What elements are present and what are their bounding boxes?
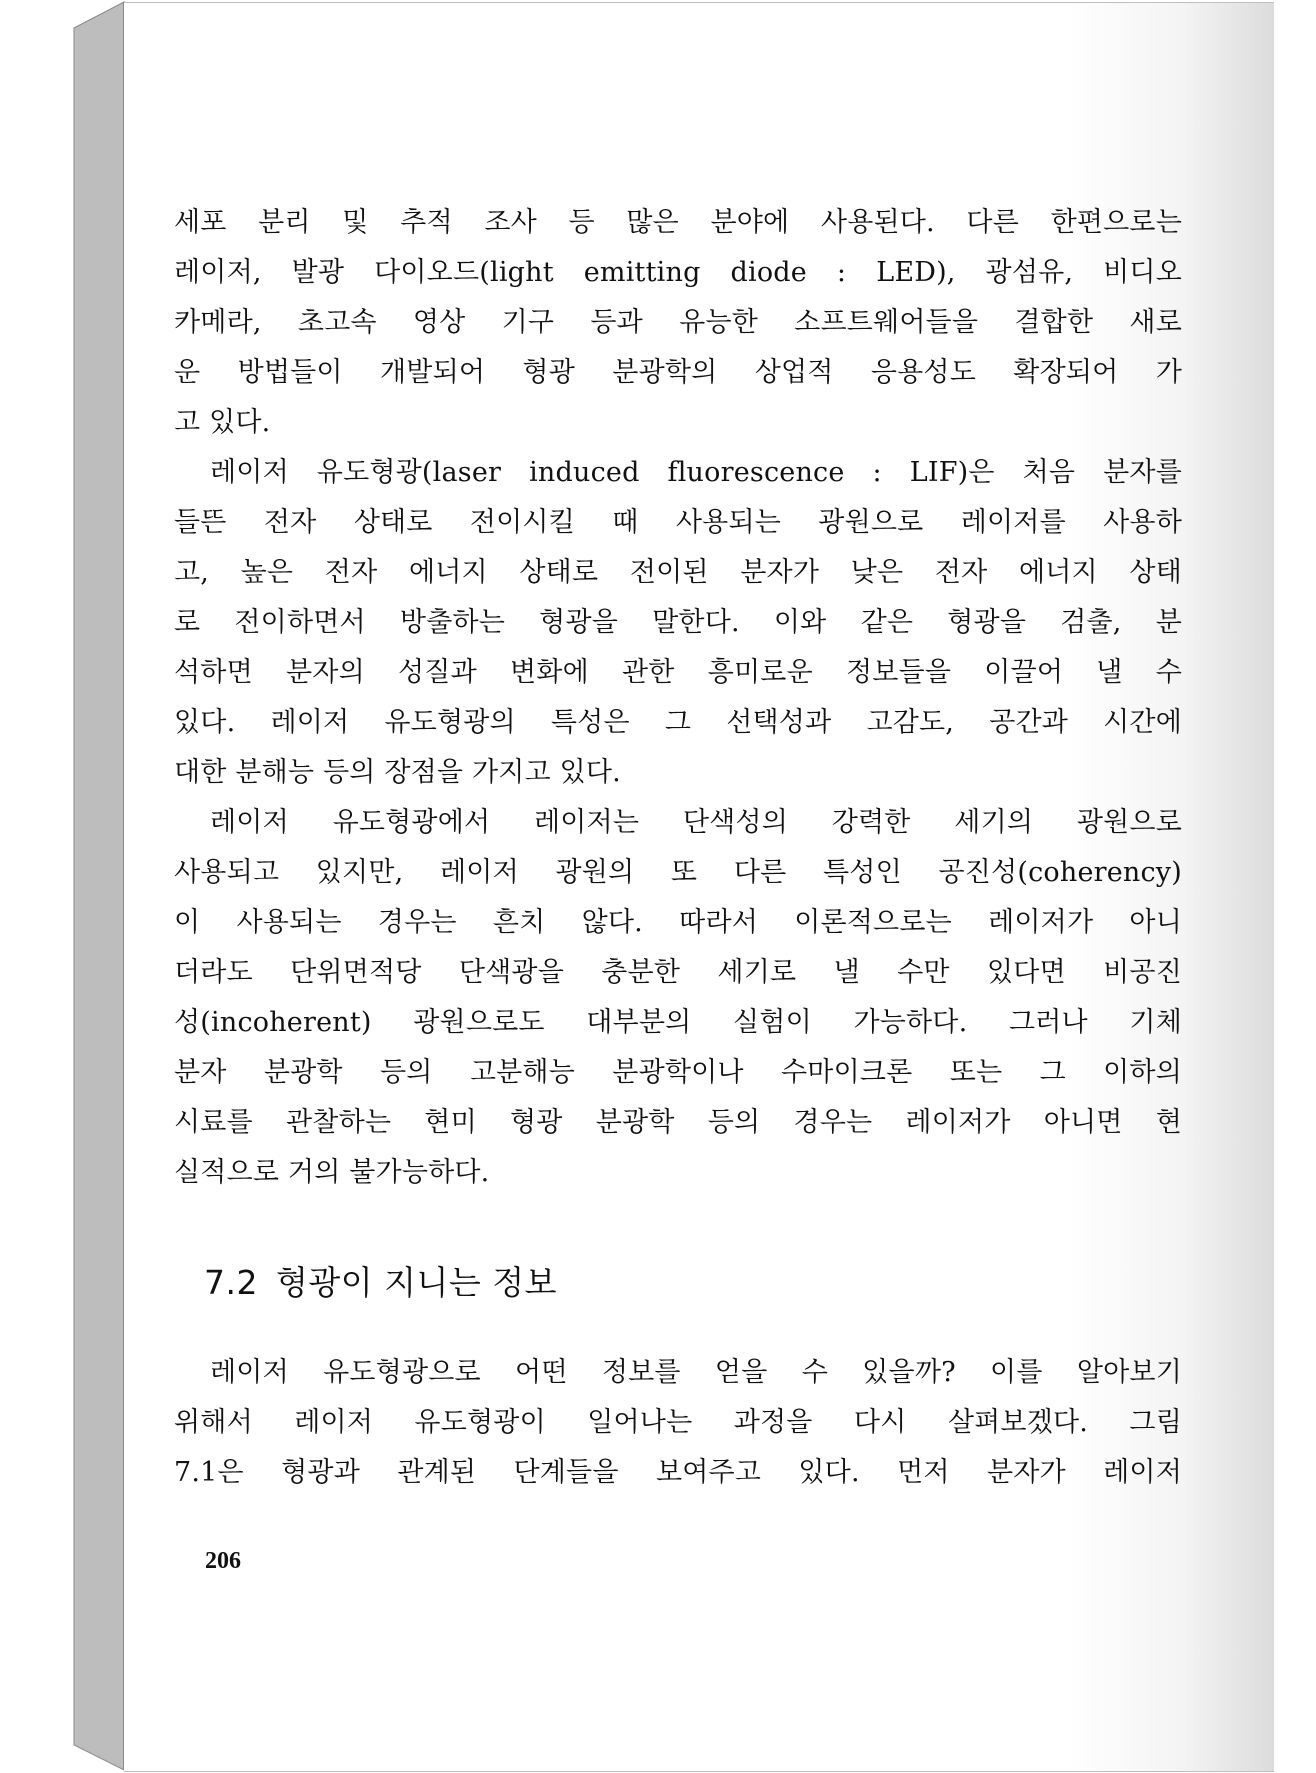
text-line: 레이저 유도형광으로 어떤 정보를 얻을 수 있을까? 이를 알아보기	[210, 1357, 1182, 1388]
paragraph	[174, 798, 1182, 1198]
text-line: 들뜬 전자 상태로 전이시킬 때 사용되는 광원으로 레이저를 사용하	[174, 507, 1182, 538]
text-line: 성(incoherent) 광원으로도 대부분의 실험이 가능하다. 그러나 기체	[174, 1007, 1182, 1038]
paragraph	[174, 1348, 1182, 1498]
text-line: 레이저 유도형광(laser induced fluorescence : LIF)은 처음 분자를	[210, 457, 1182, 488]
text-line: 7.1은 형광과 관계된 단계들을 보여주고 있다. 먼저 분자가 레이저	[174, 1457, 1182, 1488]
text-line: 카메라, 초고속 영상 기구 등과 유능한 소프트웨어들을 결합한 새로	[174, 307, 1182, 338]
text-line: 석하면 분자의 성질과 변화에 관한 흥미로운 정보들을 이끌어 낼 수	[174, 657, 1182, 688]
section-heading	[204, 1258, 557, 1308]
text-line: 사용되고 있지만, 레이저 광원의 또 다른 특성인 공진성(coherency)	[174, 857, 1182, 888]
paragraph	[174, 198, 1182, 448]
page-number: 206	[205, 1548, 241, 1574]
text-line: 운 방법들이 개발되어 형광 분광학의 상업적 응용성도 확장되어 가	[174, 357, 1182, 388]
body-text-bottom	[174, 1348, 1182, 1498]
text-line: 이 사용되는 경우는 흔치 않다. 따라서 이론적으로는 레이저가 아니	[174, 907, 1182, 938]
text-line: 고, 높은 전자 에너지 상태로 전이된 분자가 낮은 전자 에너지 상태	[174, 557, 1182, 588]
text-line: 있다. 레이저 유도형광의 특성은 그 선택성과 고감도, 공간과 시간에	[174, 707, 1182, 738]
text-line: 분자 분광학 등의 고분해능 분광학이나 수마이크론 또는 그 이하의	[174, 1057, 1182, 1088]
text-line: 레이저, 발광 다이오드(light emitting diode : LED), 광섬유, 비디오	[174, 257, 1182, 288]
text-line: 더라도 단위면적당 단색광을 충분한 세기로 낼 수만 있다면 비공진	[174, 957, 1182, 988]
text-line: 세포 분리 및 추적 조사 등 많은 분야에 사용된다. 다른 한편으로는	[174, 207, 1182, 238]
text-line: 로 전이하면서 방출하는 형광을 말한다. 이와 같은 형광을 검출, 분	[174, 607, 1182, 638]
section-title: 형광이 지니는 정보	[275, 1263, 557, 1302]
section-number: 7.2	[204, 1263, 258, 1302]
text-line: 레이저 유도형광에서 레이저는 단색성의 강력한 세기의 광원으로	[210, 807, 1182, 838]
paragraph	[174, 448, 1182, 798]
text-line: 시료를 관찰하는 현미 형광 분광학 등의 경우는 레이저가 아니면 현	[174, 1107, 1182, 1138]
text-line: 대한 분해능 등의 장점을 가지고 있다.	[174, 757, 621, 788]
body-text-top	[174, 198, 1182, 1198]
text-line: 위해서 레이저 유도형광이 일어나는 과정을 다시 살펴보겠다. 그림	[174, 1407, 1182, 1438]
text-line: 고 있다.	[174, 407, 271, 438]
text-line: 실적으로 거의 불가능하다.	[174, 1157, 490, 1188]
